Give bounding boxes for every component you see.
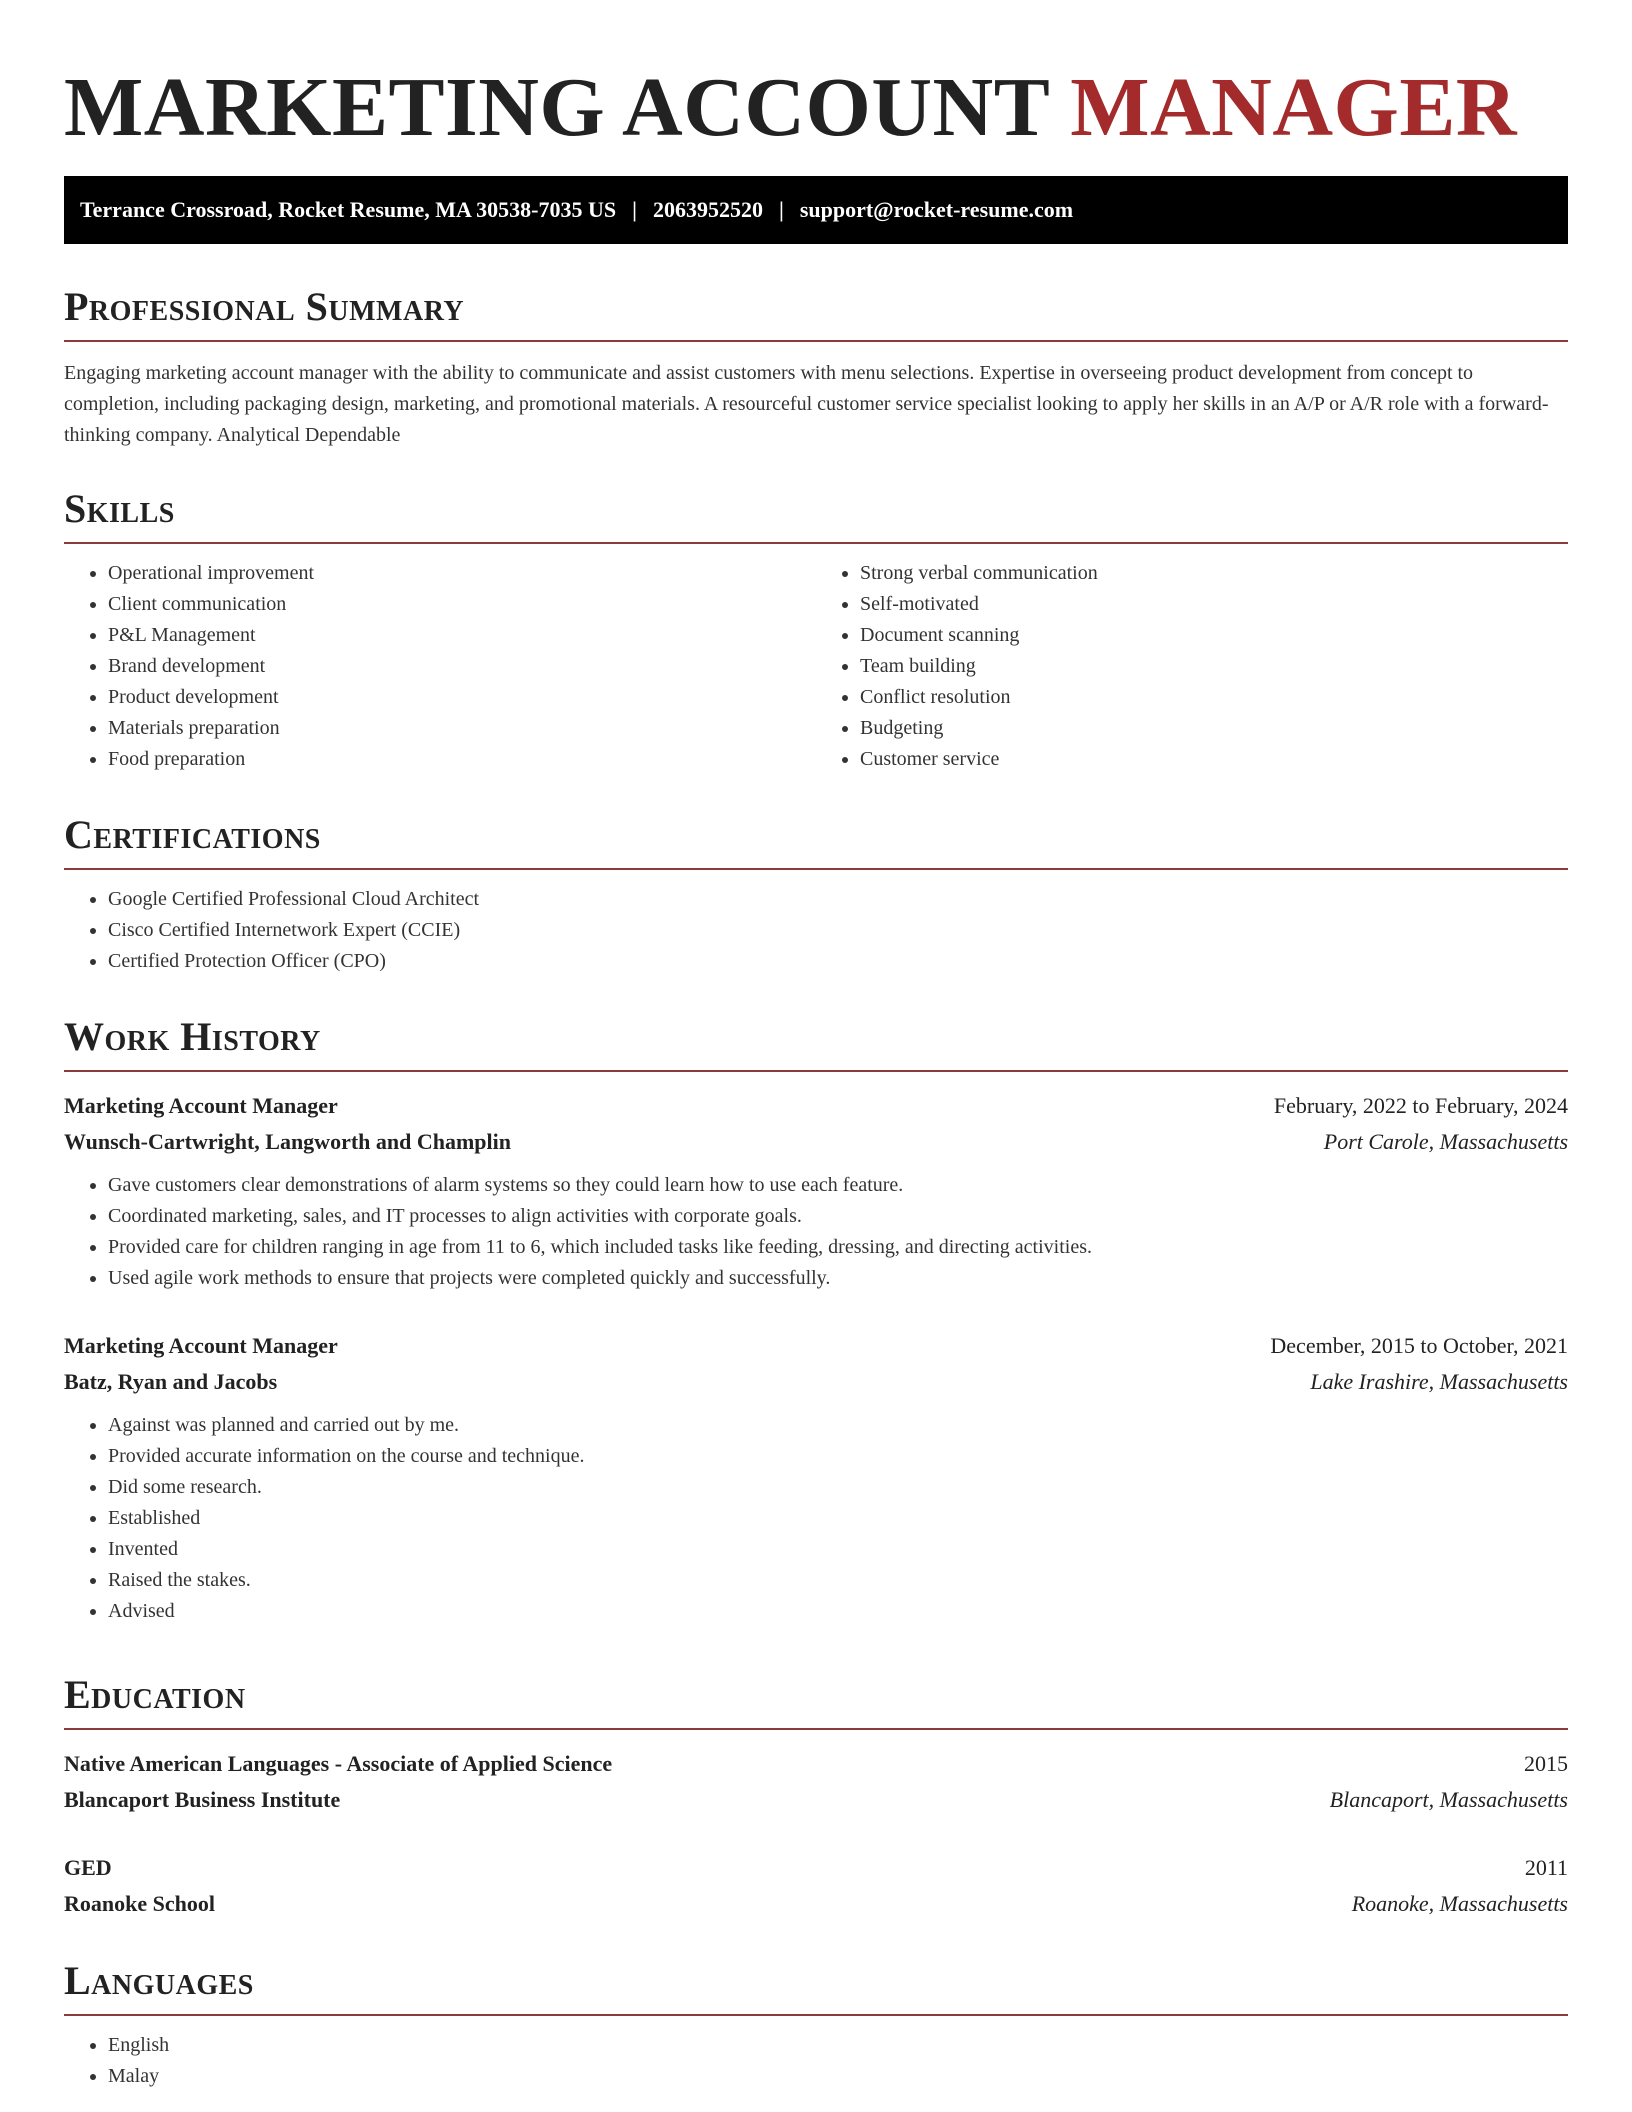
skills-list-left [64, 558, 816, 775]
education-header [64, 1850, 1568, 1886]
contact-bar [64, 176, 1568, 244]
skill-item: • Brand development [108, 651, 816, 682]
skill-item: • Self-motivated [860, 589, 1568, 620]
education-subheader [64, 1886, 1568, 1922]
education-year: 2015 [1524, 1751, 1568, 1776]
certification-item: • Google Certified Professional Cloud Architect [108, 884, 1568, 915]
education-location: Blancaport, Massachusetts [1329, 1787, 1568, 1812]
job-bullet: • Established [108, 1503, 1568, 1534]
education-year: 2011 [1524, 1855, 1568, 1880]
education-school: Roanoke School [64, 1891, 215, 1916]
certifications-list [64, 884, 1568, 977]
skill-item: • Document scanning [860, 620, 1568, 651]
education-location: Roanoke, Massachusetts [1351, 1891, 1568, 1916]
summary-text: Engaging marketing account manager with the ability to communicate and assist customers with menu selections. Expertise in overseeing product development from concept to completion, including packaging design, marketing, and promotional materials. A resourceful customer service specialist looking to apply her skills in an A/P or A/R role with a forward-thinking company. Analytical Dependable [64, 362, 1549, 446]
languages-heading: Languages [64, 1958, 1568, 2016]
job-bullet: • Did some research. [108, 1472, 1568, 1503]
skills-heading: Skills [64, 486, 1568, 544]
job-entry [64, 1328, 1568, 1627]
job-subheader [64, 1124, 1568, 1160]
job-location: Port Carole, Massachusetts [1323, 1129, 1568, 1154]
skill-item: • Operational improvement [108, 558, 816, 589]
skills-list-right [816, 558, 1568, 775]
skill-item: • Conflict resolution [860, 682, 1568, 713]
contact-email: support@rocket-resume.com [799, 197, 1074, 222]
education-degree: GED [64, 1855, 112, 1880]
education-section [64, 1672, 1568, 1922]
job-header [64, 1088, 1568, 1124]
language-item: • English [108, 2030, 1568, 2061]
languages-section [64, 1958, 1568, 2092]
job-bullet: • Against was planned and carried out by me. [108, 1410, 1568, 1441]
job-title: Marketing Account Manager [64, 1093, 338, 1118]
skill-item: • P&L Management [108, 620, 816, 651]
job-location: Lake Irashire, Massachusetts [1310, 1369, 1568, 1394]
certifications-heading: Certifications [64, 812, 1568, 870]
certification-item: • Cisco Certified Internetwork Expert (CCIE) [108, 915, 1568, 946]
education-degree: Native American Languages - Associate of Applied Science [64, 1751, 613, 1776]
languages-list [64, 2030, 1568, 2092]
education-school: Blancaport Business Institute [64, 1787, 341, 1812]
job-header [64, 1328, 1568, 1364]
job-bullets [64, 1170, 1568, 1294]
summary-heading: Professional Summary [64, 284, 1568, 342]
skill-item: • Strong verbal communication [860, 558, 1568, 589]
job-dates: December, 2015 to October, 2021 [1270, 1333, 1568, 1358]
job-bullet: • Raised the stakes. [108, 1565, 1568, 1596]
job-dates: February, 2022 to February, 2024 [1273, 1093, 1568, 1118]
skill-item: • Food preparation [108, 744, 816, 775]
work-history-heading: Work History [64, 1014, 1568, 1072]
contact-address: Terrance Crossroad, Rocket Resume, MA 30538-7035 US [80, 197, 617, 222]
language-item: • Malay [108, 2061, 1568, 2092]
job-bullet: • Used agile work methods to ensure that projects were completed quickly and successfully. [108, 1263, 1568, 1294]
education-header [64, 1746, 1568, 1782]
job-bullets [64, 1410, 1568, 1627]
job-bullet: • Provided accurate information on the course and technique. [108, 1441, 1568, 1472]
certification-item: • Certified Protection Officer (CPO) [108, 946, 1568, 977]
education-entry [64, 1746, 1568, 1818]
title-accent: MANAGER [1070, 61, 1518, 154]
skill-item: • Client communication [108, 589, 816, 620]
job-bullet: • Gave customers clear demonstrations of alarm systems so they could learn how to use each feature. [108, 1170, 1568, 1201]
job-bullet: • Advised [108, 1596, 1568, 1627]
summary-section [64, 284, 1568, 451]
education-entry [64, 1850, 1568, 1922]
skill-item: • Customer service [860, 744, 1568, 775]
skill-item: • Product development [108, 682, 816, 713]
education-heading: Education [64, 1672, 1568, 1730]
skill-item: • Team building [860, 651, 1568, 682]
job-title: Marketing Account Manager [64, 1333, 338, 1358]
work-history-section [64, 1014, 1568, 1627]
skills-section [64, 486, 1568, 775]
certifications-section [64, 812, 1568, 977]
job-company: Wunsch-Cartwright, Langworth and Champlin [64, 1129, 512, 1154]
contact-separator: | [778, 197, 784, 222]
title-main: MARKETING ACCOUNT [64, 61, 1049, 154]
contact-separator: | [632, 197, 637, 222]
job-bullet: • Coordinated marketing, sales, and IT processes to align activities with corporate goals. [108, 1201, 1568, 1232]
job-subheader [64, 1364, 1568, 1400]
skill-item: • Materials preparation [108, 713, 816, 744]
job-bullet: • Provided care for children ranging in age from 11 to 6, which included tasks like feeding, dressing, and directing activities. [108, 1232, 1568, 1263]
skill-item: • Budgeting [860, 713, 1568, 744]
skills-columns [64, 544, 1568, 775]
job-company: Batz, Ryan and Jacobs [64, 1369, 278, 1394]
resume-title [64, 61, 1518, 154]
contact-phone: 2063952520 [652, 197, 763, 222]
job-bullet: • Invented [108, 1534, 1568, 1565]
job-entry [64, 1088, 1568, 1294]
education-subheader [64, 1782, 1568, 1818]
